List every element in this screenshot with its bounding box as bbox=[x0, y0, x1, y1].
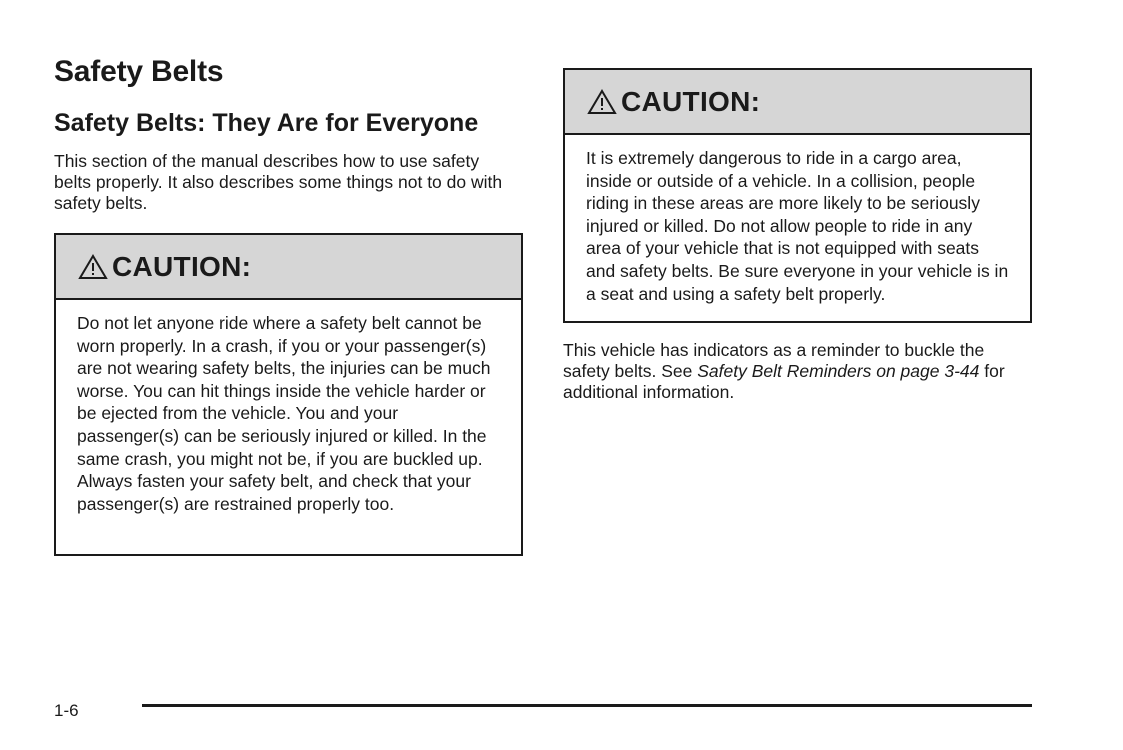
caution-label: CAUTION: bbox=[112, 250, 252, 282]
caution-header bbox=[565, 70, 1030, 135]
caution-text: It is extremely dangerous to ride in a cargo area, inside or outside of a vehicle. In a collision, people riding in these areas are more likely to be seriously injured or killed. Do not allow people to ride in any area of your vehicle that is not equipped with seats and safety belts. Be sure everyone in your vehicle is in a seat and using a safety belt properly. bbox=[586, 148, 1009, 304]
caution-label: CAUTION: bbox=[621, 85, 761, 117]
page-title: Safety Belts bbox=[54, 55, 224, 88]
reminder-paragraph bbox=[563, 340, 1033, 403]
caution-text: Do not let anyone ride where a safety belt cannot be worn properly. In a crash, if you or your passenger(s) are not wearing safety belts, the injuries can be much worse. You can hit things inside the vehicle harder or be ejected from the vehicle. You and your passenger(s) can be seriously injured or killed. In the same crash, you might not be, if you are buckled up. Always fasten your safety belt, and check that your passenger(s) are restrained properly too. bbox=[77, 313, 491, 514]
reminder-suffix: for additional information. bbox=[563, 361, 1005, 402]
reminder-prefix: This vehicle has indicators as a reminder to buckle the safety belts. See bbox=[563, 340, 985, 381]
warning-triangle-icon bbox=[587, 89, 617, 115]
page-number: 1-6 bbox=[54, 701, 79, 720]
caution-box-ride-safety bbox=[54, 233, 523, 556]
footer-rule bbox=[142, 704, 1032, 707]
intro-paragraph: This section of the manual describes how to use safety belts properly. It also describes some things not to do with safety belts. bbox=[54, 151, 503, 213]
cross-reference-link[interactable]: Safety Belt Reminders on page 3-44 bbox=[697, 361, 980, 381]
section-title: Safety Belts: They Are for Everyone bbox=[54, 109, 479, 137]
warning-triangle-icon bbox=[78, 254, 108, 280]
caution-header bbox=[56, 235, 521, 300]
caution-box-cargo-area bbox=[563, 68, 1032, 323]
